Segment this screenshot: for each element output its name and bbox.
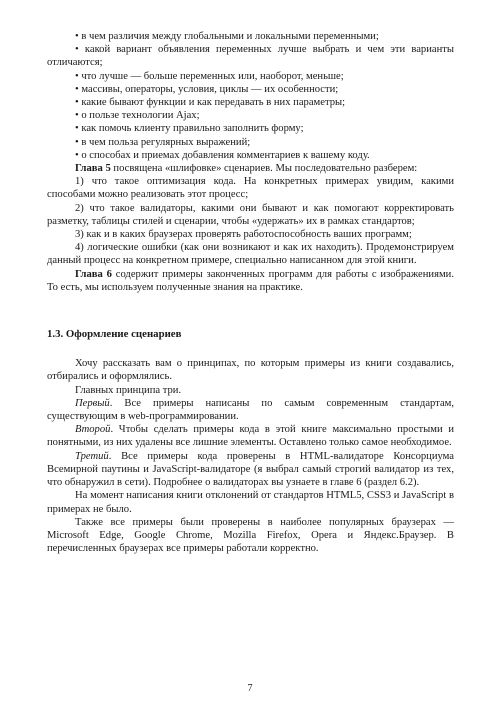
chapter-5-text: посвящена «шлифовке» сценариев. Мы последовательно разберем: <box>110 163 418 175</box>
chapter-6-paragraph <box>47 268 454 294</box>
bullet-item: • о пользе технологии Ajax; <box>75 110 200 122</box>
section-spacer <box>47 294 454 328</box>
heading-spacer <box>47 341 454 357</box>
principle-third-label: Третий <box>75 450 109 462</box>
bullet-item: • как помочь клиенту правильно заполнить форму; <box>75 123 304 135</box>
principle-first-text: . Все примеры написаны по самым современным стандартам, существующим в web-программировании. <box>47 397 454 423</box>
bullet-item: • о способах и приемах добавления комментариев к вашему коду. <box>75 149 370 161</box>
principle-second-text: . Чтобы сделать примеры кода в этой книге максимально простыми и понятными, из них удалены все лишние элементы. Оставлено только самое необходимое. <box>47 424 454 449</box>
numbered-item: 2) что такое валидаторы, какими они бывают и как помогают корректировать разметку, таблицы стилей и сценарии, чтобы «удержать» их в рамках стандартов; <box>47 202 454 227</box>
bullet-item: • в чем различия между глобальными и локальными переменными; <box>75 31 379 42</box>
page-content <box>47 30 454 555</box>
bullet-item: • в чем польза регулярных выражений; <box>75 136 251 148</box>
bullet-item: • какой вариант объявления переменных лучше выбрать и чем эти варианты отличаются; <box>47 44 454 69</box>
chapter-5-label: Глава 5 <box>75 163 111 175</box>
bullet-item: • какие бывают функции и как передавать в них параметры; <box>75 97 346 109</box>
principles-heading: Главных принципа три. <box>75 384 182 396</box>
principle-third <box>47 450 454 490</box>
chapter-6-label: Глава 6 <box>75 268 112 280</box>
principle-first-label: Первый <box>75 397 110 409</box>
intro-paragraph: Хочу рассказать вам о принципах, по которым примеры из книги создавались, отбирались и оформлялись. <box>47 358 454 383</box>
numbered-item: 4) логические ошибки (как они возникают и как их находить). Продемонстрируем данный процесс на конкретном примере, специально написанном для этой книги. <box>47 242 454 267</box>
principle-second-label: Второй <box>75 424 111 436</box>
chapter-6-text: содержит примеры законченных программ для работы с изображениями. То есть, мы используем полученные знания на практике. <box>47 268 454 293</box>
bullet-item: • что лучше — больше переменных или, наоборот, меньше; <box>75 70 344 82</box>
numbered-item: 3) как и в каких браузерах проверять работоспособность ваших программ; <box>75 229 412 241</box>
principle-third-text: . Все примеры кода проверены в HTML-валидаторе Консорциума Всемирной паутины и JavaScript-валидаторе (я выбрал самый строгий валидатор из тех, что обнаружил в сети). Подробнее о валидаторах вы узнаете в главе 6 (раздел 6.2). <box>47 450 454 489</box>
deviations-paragraph: На момент написания книги отклонений от стандартов HTML5, CSS3 и JavaScript в примерах не было. <box>47 490 454 515</box>
section-heading: 1.3. Оформление сценариев <box>47 328 182 341</box>
principle-second <box>47 423 454 449</box>
principle-first <box>47 397 454 423</box>
page-number: 7 <box>247 683 253 694</box>
chapter-5-paragraph <box>47 162 454 175</box>
bullet-item: • массивы, операторы, условия, циклы — их особенности; <box>75 83 339 95</box>
numbered-item: 1) что такое оптимизация кода. На конкретных примерах увидим, какими способами можно реализовать этот процесс; <box>47 176 454 201</box>
browsers-paragraph: Также все примеры были проверены в наиболее популярных браузерах — Microsoft Edge, Google Chrome, Mozilla Firefox, Opera и Яндекс.Браузер. В перечисленных браузерах все примеры работали корректно. <box>47 516 454 555</box>
